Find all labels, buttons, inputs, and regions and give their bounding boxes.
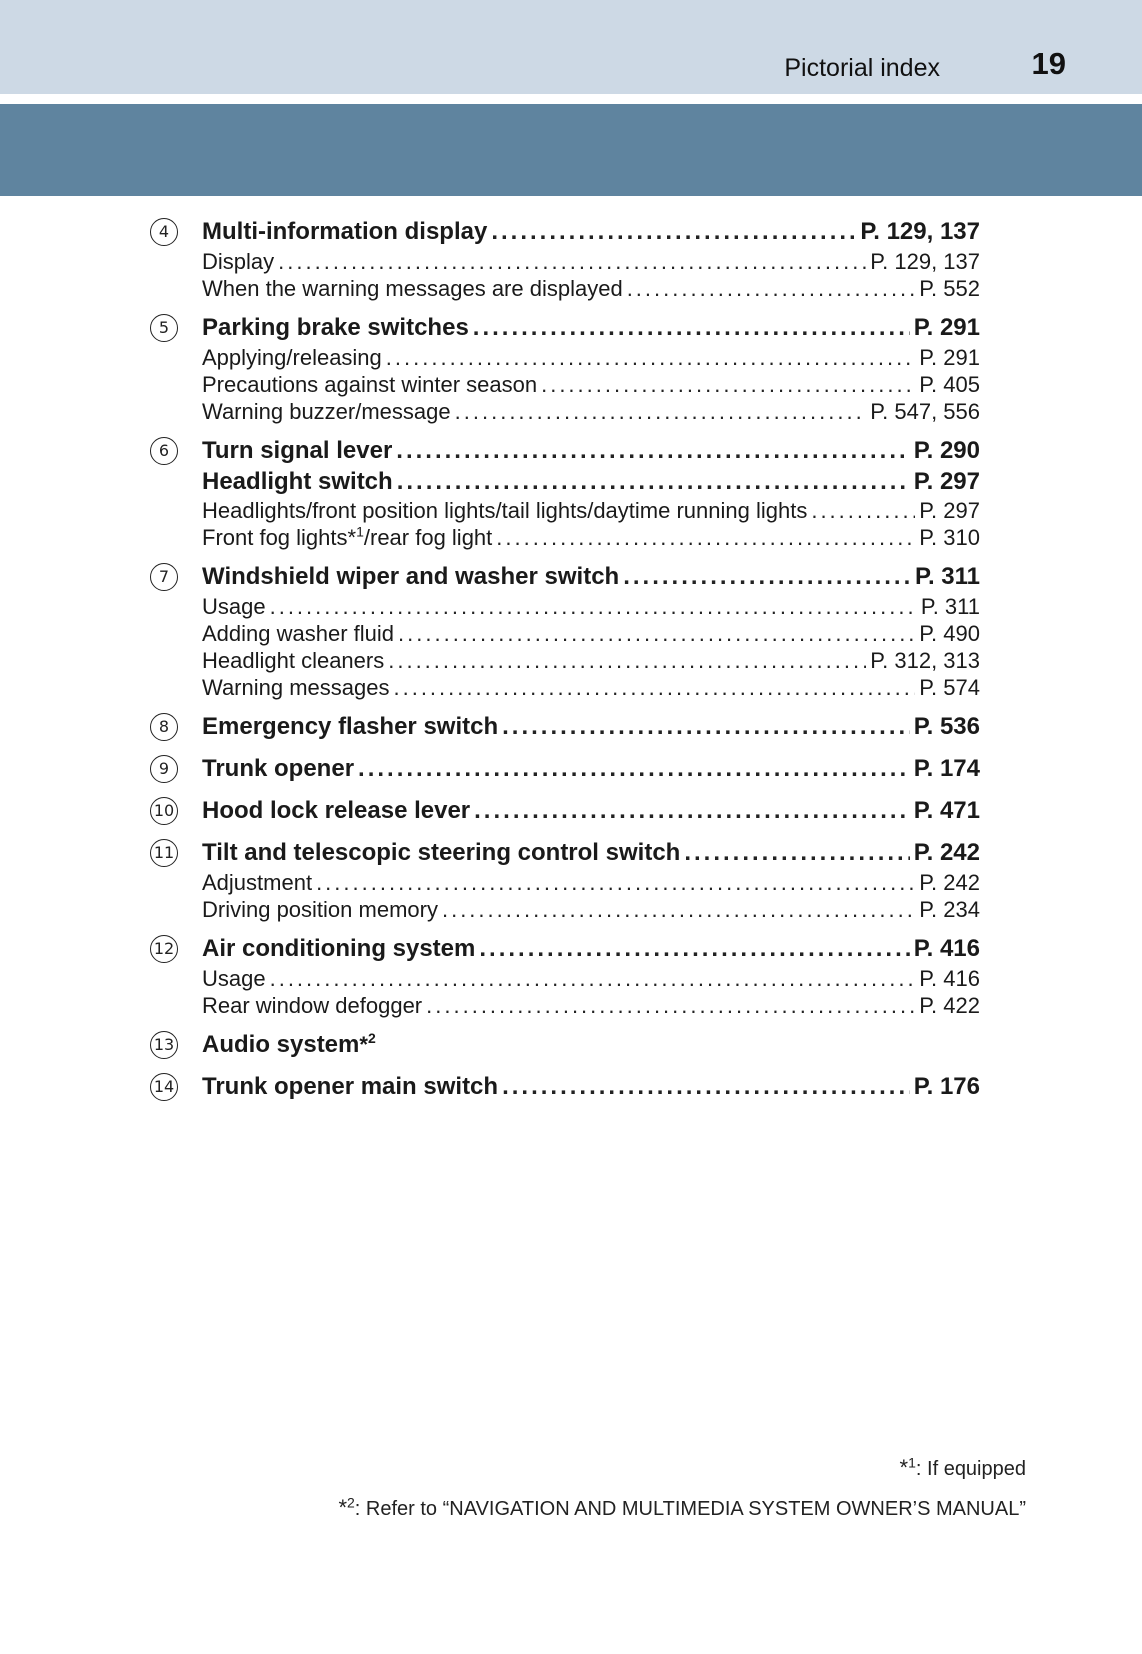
circled-number: 13 <box>150 1031 178 1059</box>
dot-leader <box>811 497 915 524</box>
dot-leader <box>397 467 910 497</box>
page-ref[interactable]: P. 129, 137 <box>870 249 980 274</box>
page-ref[interactable]: P. 174 <box>913 755 980 782</box>
sub-entry[interactable] <box>202 620 980 647</box>
circled-number: 5 <box>150 314 178 342</box>
page-ref[interactable]: P. 416 <box>919 966 980 991</box>
page-ref[interactable]: P. 297 <box>919 498 980 523</box>
circled-number: 9 <box>150 755 178 783</box>
page-ref[interactable]: P. 311 <box>920 594 980 619</box>
sub-label: Driving position memory <box>202 897 438 922</box>
page-number: 19 <box>1031 46 1066 81</box>
page-ref[interactable]: P. 552 <box>919 276 980 301</box>
sub-entry[interactable] <box>202 344 980 371</box>
index-entry-14 <box>150 1070 980 1103</box>
entry-main[interactable] <box>202 794 980 827</box>
sub-label: Headlights/front position lights/tail lights/daytime running lights <box>202 498 808 523</box>
entry-label: Windshield wiper and washer switch <box>202 563 620 590</box>
page-ref[interactable]: P. 242 <box>913 839 980 866</box>
dot-leader <box>270 593 917 620</box>
sub-label: Warning messages <box>202 675 390 700</box>
dot-leader <box>386 344 915 371</box>
page-ref[interactable]: P. 574 <box>919 675 980 700</box>
circled-number: 8 <box>150 713 178 741</box>
dot-leader <box>491 215 856 248</box>
sub-entry[interactable] <box>202 248 980 275</box>
index-list <box>150 215 980 1112</box>
dot-leader <box>541 371 915 398</box>
entry-main[interactable] <box>202 836 980 869</box>
dot-leader <box>684 836 909 869</box>
entry-label: Air conditioning system <box>202 935 476 962</box>
footnote-mark: 2 <box>367 1030 376 1046</box>
index-entry-9 <box>150 752 980 785</box>
entry-main[interactable] <box>202 215 980 248</box>
dot-leader <box>358 752 910 785</box>
index-entry-13 <box>150 1028 980 1061</box>
page-ref[interactable]: P. 416 <box>913 935 980 962</box>
entry-label: Emergency flasher switch <box>202 713 499 740</box>
page-ref[interactable]: P. 291 <box>913 314 980 341</box>
sub-label: Display <box>202 249 275 274</box>
entry-label: Multi-information display <box>202 218 488 245</box>
dot-leader <box>455 398 867 425</box>
page-ref[interactable]: P. 490 <box>919 621 980 646</box>
sub-entry[interactable] <box>202 869 980 896</box>
entry-label-text: Audio system <box>202 1031 360 1058</box>
sub-label: Adjustment <box>202 870 313 895</box>
dot-leader <box>496 524 915 551</box>
sub-label: Usage <box>202 966 266 991</box>
sub-label: When the warning messages are displayed <box>202 276 623 301</box>
dot-leader <box>502 710 910 743</box>
dot-leader <box>278 248 866 275</box>
dot-leader <box>393 674 915 701</box>
sub-label: Usage <box>202 594 266 619</box>
page-ref[interactable]: P. 297 <box>913 468 980 495</box>
page-ref[interactable]: P. 242 <box>919 870 980 895</box>
dot-leader <box>388 647 866 674</box>
entry-main[interactable] <box>202 752 980 785</box>
sub-label: Applying/releasing <box>202 345 382 370</box>
page-ref[interactable]: P. 471 <box>913 797 980 824</box>
sub-label: Rear window defogger <box>202 993 423 1018</box>
dot-leader <box>479 932 909 965</box>
sub-entry[interactable] <box>202 497 980 524</box>
entry-main[interactable] <box>202 560 980 593</box>
circled-number: 10 <box>150 797 178 825</box>
entry-label <box>202 1028 376 1061</box>
circled-number: 6 <box>150 437 178 465</box>
sub-entry[interactable] <box>202 965 980 992</box>
index-entry-7 <box>150 560 980 701</box>
entry-label: Hood lock release lever <box>202 797 471 824</box>
page-ref[interactable]: P. 290 <box>913 437 980 464</box>
sub-entry[interactable] <box>202 992 980 1019</box>
dot-leader <box>623 560 911 593</box>
sub-entry[interactable] <box>202 467 980 497</box>
entry-label: Turn signal lever <box>202 437 393 464</box>
sub-entry[interactable] <box>202 398 980 425</box>
circled-number: 4 <box>150 218 178 246</box>
index-entry-5 <box>150 311 980 425</box>
sub-label: Precautions against winter season <box>202 372 538 397</box>
section-band <box>0 104 1142 196</box>
entry-main[interactable] <box>202 311 980 344</box>
index-entry-10 <box>150 794 980 827</box>
dot-leader <box>627 275 916 302</box>
entry-label: Parking brake switches <box>202 314 469 341</box>
entry-label: Tilt and telescopic steering control switch <box>202 839 681 866</box>
dot-leader <box>398 620 915 647</box>
dot-leader <box>316 869 915 896</box>
footnote-star: * <box>347 525 357 550</box>
entry-main[interactable] <box>202 710 980 743</box>
circled-number: 7 <box>150 563 178 591</box>
section-title: Pictorial index <box>784 54 940 82</box>
sub-entry[interactable] <box>202 896 980 923</box>
dot-leader <box>396 434 909 467</box>
dot-leader <box>473 311 910 344</box>
entry-main[interactable] <box>202 932 980 965</box>
entry-main[interactable] <box>202 434 980 467</box>
sub-entry[interactable] <box>202 593 980 620</box>
index-entry-11 <box>150 836 980 923</box>
sub-label: Adding washer fluid <box>202 621 395 646</box>
footnotes <box>338 1455 1026 1535</box>
sub-entry[interactable] <box>202 524 980 551</box>
entry-main[interactable] <box>202 1028 980 1061</box>
page-ref[interactable]: P. 234 <box>919 897 980 922</box>
sub-label: Headlight cleaners <box>202 648 385 673</box>
page-ref[interactable]: P. 310 <box>919 525 980 550</box>
entry-main[interactable] <box>202 1070 980 1103</box>
circled-number: 14 <box>150 1073 178 1101</box>
index-entry-4 <box>150 215 980 302</box>
dot-leader <box>426 992 915 1019</box>
footnote-1: *$^1$: If equipped <box>899 1454 1026 1480</box>
dot-leader <box>474 794 910 827</box>
sub-entry[interactable] <box>202 647 980 674</box>
page-ref[interactable]: P. 176 <box>913 1073 980 1100</box>
index-entry-8 <box>150 710 980 743</box>
page-ref[interactable]: P. 291 <box>919 345 980 370</box>
index-entry-12 <box>150 932 980 1019</box>
sub-entry[interactable] <box>202 674 980 701</box>
footnote-2: *$^2$: Refer to “NAVIGATION AND MULTIMEDIA SYSTEM OWNER’S MANUAL” <box>338 1494 1026 1520</box>
page-ref[interactable]: P. 405 <box>919 372 980 397</box>
header-divider <box>0 94 1142 104</box>
entry-label: Trunk opener main switch <box>202 1073 499 1100</box>
dot-leader <box>502 1070 910 1103</box>
page-ref[interactable]: P. 129, 137 <box>860 218 980 245</box>
circled-number: 11 <box>150 839 178 867</box>
page-ref[interactable]: P. 422 <box>919 993 980 1018</box>
sub-label-part: /rear fog light <box>363 525 493 550</box>
header-band <box>0 0 1142 94</box>
sub-entry[interactable] <box>202 275 980 302</box>
footnote-mark: 1 <box>356 523 364 540</box>
sub-label: Warning buzzer/message <box>202 399 451 424</box>
page-ref[interactable]: P. 312, 313 <box>870 648 980 673</box>
sub-label: Headlight switch <box>202 468 393 495</box>
entry-label: Trunk opener <box>202 755 355 782</box>
sub-label-part: Front fog lights <box>202 525 348 550</box>
dot-leader <box>442 896 915 923</box>
index-entry-6 <box>150 434 980 551</box>
footnote-star: * <box>359 1032 368 1057</box>
circled-number: 12 <box>150 935 178 963</box>
page-ref[interactable]: P. 311 <box>915 563 980 590</box>
page-ref[interactable]: P. 547, 556 <box>870 399 980 424</box>
sub-entry[interactable] <box>202 371 980 398</box>
sub-label <box>202 524 492 551</box>
page-ref[interactable]: P. 536 <box>913 713 980 740</box>
dot-leader <box>270 965 916 992</box>
